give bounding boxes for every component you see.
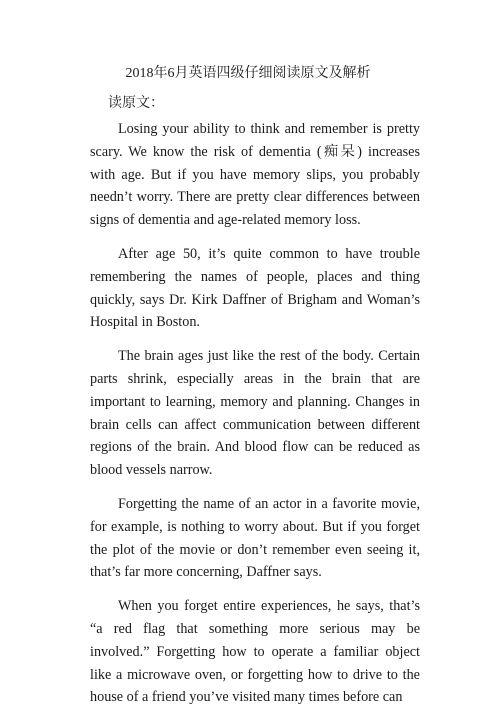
paragraph-1: Losing your ability to think and remember is pretty scary. We know the risk of dementia (痴呆) increases with age. But if you have memory slips, you probably needn’t worry. There are pretty clear differences between signs of dementia and age-related memory loss. — [90, 121, 420, 229]
paragraph-5: When you forget entire experiences, he says, that’s “a red flag that something more serious may be involved.” Forgetting how to operate a familiar object like a microwave oven, or forgetting how to drive to the house of a friend you’ve visited many times before can — [90, 598, 420, 706]
paragraph-4: Forgetting the name of an actor in a favorite movie, for example, is nothing to worry about. But if you forget the plot of the movie or don’t remember even seeing it, that’s far more concerning, Daffner says. — [90, 495, 420, 581]
document-title: 2018年6月英语四级仔细阅读原文及解析 — [125, 66, 371, 81]
paragraph-3: The brain ages just like the rest of the body. Certain parts shrink, especially areas in the brain that are important to learning, memory and planning. Changes in brain cells can affect communication between different regions of the brain. And blood flow can be reduced as blood vessels narrow. — [90, 348, 420, 479]
document-body — [90, 118, 420, 720]
section-label: 读原文： — [108, 96, 164, 111]
paragraph-2: After age 50, it’s quite common to have trouble remembering the names of people, places and thing quickly, says Dr. Kirk Daffner of Brigham and Woman’s Hospital in Boston. — [90, 245, 420, 331]
